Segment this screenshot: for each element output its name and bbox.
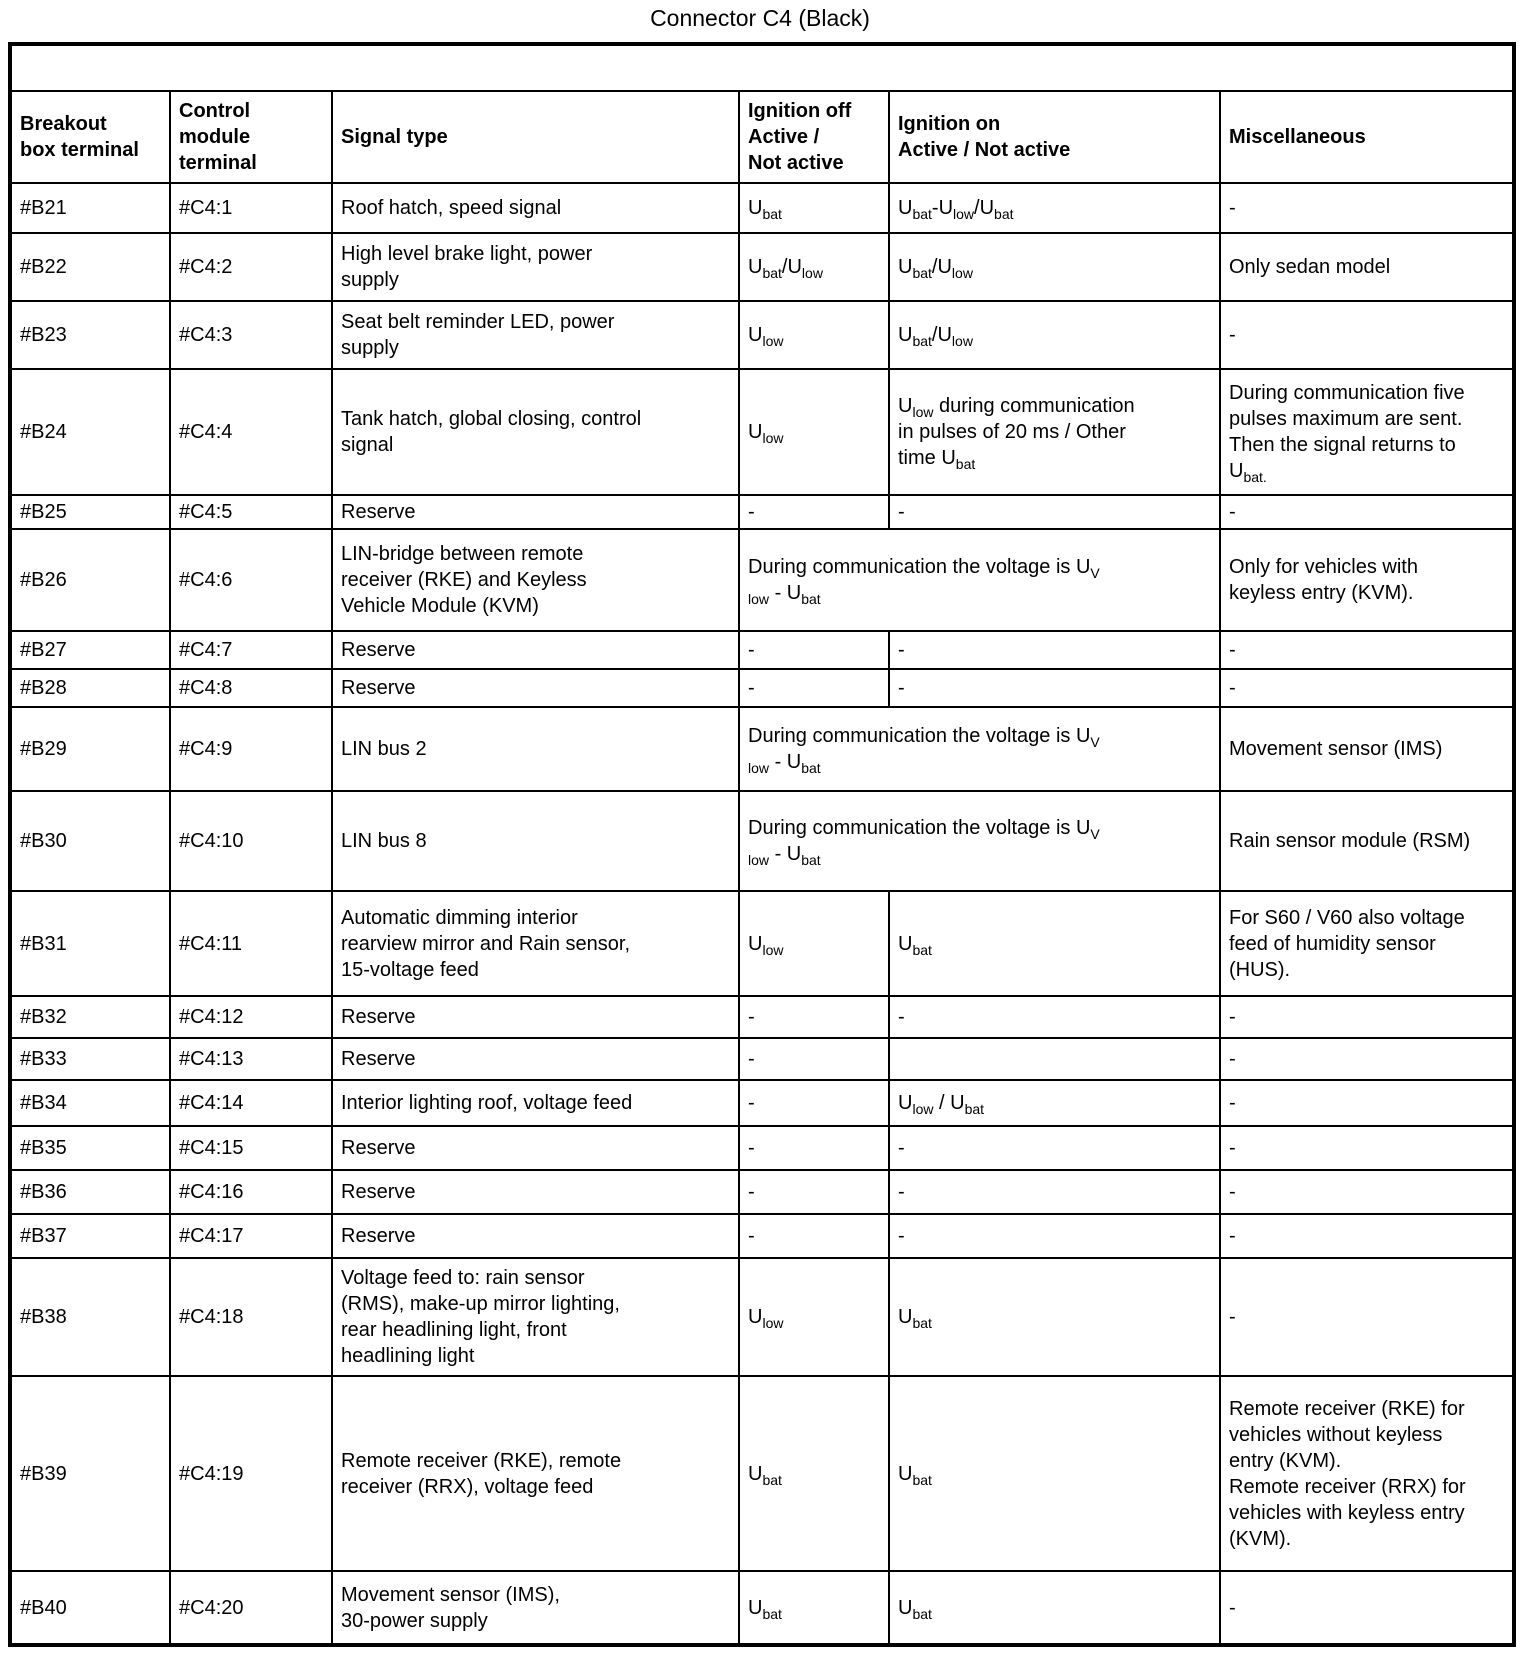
cell-breakout-terminal: #B22 [10, 233, 170, 301]
cell-miscellaneous: - [1220, 301, 1514, 369]
cell-breakout-terminal: #B33 [10, 1038, 170, 1080]
cell-ignition-on: $U_{bat}/U_{low}$ [889, 301, 1220, 369]
table-row [10, 495, 1514, 529]
cell-signal-type: Reserve [332, 996, 739, 1038]
cell-ignition-off: - [739, 1170, 889, 1214]
cell-module-terminal: #C4:3 [170, 301, 332, 369]
cell-miscellaneous: - [1220, 1170, 1514, 1214]
cell-miscellaneous: For S60 / V60 also voltage feed of humidity sensor (HUS). [1220, 891, 1514, 996]
cell-signal-type: Seat belt reminder LED, power supply [332, 301, 739, 369]
cell-ignition-on: $U_{bat}/U_{low}$ [889, 233, 1220, 301]
cell-ignition-on: - [889, 1170, 1220, 1214]
cell-ignition-off: $U_{bat}$ [739, 1376, 889, 1571]
cell-module-terminal: #C4:5 [170, 495, 332, 529]
cell-miscellaneous: Movement sensor (IMS) [1220, 707, 1514, 791]
cell-breakout-terminal: #B25 [10, 495, 170, 529]
cell-breakout-terminal: #B38 [10, 1258, 170, 1376]
cell-signal-type: Reserve [332, 495, 739, 529]
cell-miscellaneous: - [1220, 1214, 1514, 1258]
cell-ignition-on: $U_{bat}-U_{low}/U_{bat}$ [889, 183, 1220, 233]
cell-signal-type: Voltage feed to: rain sensor (RMS), make-up mirror lighting, rear headlining light, front headlining light [332, 1258, 739, 1376]
header-row [10, 91, 1514, 183]
column-header-control-module-terminal: Control module terminal [170, 91, 332, 183]
cell-breakout-terminal: #B34 [10, 1080, 170, 1126]
cell-miscellaneous: - [1220, 183, 1514, 233]
cell-ignition-off: - [739, 669, 889, 707]
cell-module-terminal: #C4:20 [170, 1571, 332, 1645]
column-header-ignition-off: Ignition off Active / Not active [739, 91, 889, 183]
cell-miscellaneous: Remote receiver (RKE) for vehicles without keyless entry (KVM). Remote receiver (RRX) for vehicles with keyless entry (KVM). [1220, 1376, 1514, 1571]
cell-miscellaneous: - [1220, 669, 1514, 707]
table-row [10, 996, 1514, 1038]
cell-ignition-on: $U_{bat}$ [889, 1376, 1220, 1571]
cell-signal-type: Movement sensor (IMS), 30-power supply [332, 1571, 739, 1645]
cell-ignition-merged: During communication the voltage is $U_V$ $_{low} - U_{bat}$ [739, 707, 1220, 791]
cell-breakout-terminal: #B36 [10, 1170, 170, 1214]
cell-module-terminal: #C4:9 [170, 707, 332, 791]
cell-ignition-on: - [889, 495, 1220, 529]
cell-signal-type: Reserve [332, 1170, 739, 1214]
table-row [10, 669, 1514, 707]
cell-miscellaneous: - [1220, 1126, 1514, 1170]
column-header-miscellaneous: Miscellaneous [1220, 91, 1514, 183]
cell-signal-type: Remote receiver (RKE), remote receiver (RRX), voltage feed [332, 1376, 739, 1571]
cell-signal-type: Reserve [332, 1126, 739, 1170]
cell-breakout-terminal: #B27 [10, 631, 170, 669]
cell-module-terminal: #C4:2 [170, 233, 332, 301]
cell-signal-type: Reserve [332, 669, 739, 707]
cell-signal-type: LIN bus 2 [332, 707, 739, 791]
cell-miscellaneous: Only for vehicles with keyless entry (KVM). [1220, 529, 1514, 631]
cell-ignition-off: - [739, 1080, 889, 1126]
cell-signal-type: Roof hatch, speed signal [332, 183, 739, 233]
table-row [10, 631, 1514, 669]
column-header-breakout-box-terminal: Breakout box terminal [10, 91, 170, 183]
cell-module-terminal: #C4:13 [170, 1038, 332, 1080]
cell-module-terminal: #C4:1 [170, 183, 332, 233]
cell-miscellaneous: Rain sensor module (RSM) [1220, 791, 1514, 891]
table-row [10, 233, 1514, 301]
cell-ignition-on: $U_{low} / U_{bat}$ [889, 1080, 1220, 1126]
table-row [10, 1080, 1514, 1126]
cell-ignition-on: $U_{low}$ during communication in pulses of 20 ms / Other time $U_{bat}$ [889, 369, 1220, 495]
table-row [10, 1214, 1514, 1258]
cell-breakout-terminal: #B40 [10, 1571, 170, 1645]
cell-ignition-on: - [889, 669, 1220, 707]
table-row [10, 1258, 1514, 1376]
cell-breakout-terminal: #B23 [10, 301, 170, 369]
table-row [10, 529, 1514, 631]
column-header-ignition-on: Ignition on Active / Not active [889, 91, 1220, 183]
cell-ignition-off: - [739, 1126, 889, 1170]
cell-ignition-on: $U_{bat}$ [889, 1258, 1220, 1376]
cell-module-terminal: #C4:11 [170, 891, 332, 996]
table-row [10, 183, 1514, 233]
cell-miscellaneous: During communication five pulses maximum are sent. Then the signal returns to $U_{bat.}$ [1220, 369, 1514, 495]
cell-ignition-on: $U_{bat}$ [889, 1571, 1220, 1645]
cell-module-terminal: #C4:4 [170, 369, 332, 495]
cell-signal-type: Interior lighting roof, voltage feed [332, 1080, 739, 1126]
cell-ignition-merged: During communication the voltage is $U_V$ $_{low} - U_{bat}$ [739, 791, 1220, 891]
cell-ignition-off: - [739, 1038, 889, 1080]
cell-breakout-terminal: #B35 [10, 1126, 170, 1170]
cell-signal-type: Reserve [332, 1214, 739, 1258]
table-row [10, 707, 1514, 791]
cell-miscellaneous: - [1220, 631, 1514, 669]
cell-ignition-off: $U_{bat}$ [739, 183, 889, 233]
cell-miscellaneous: - [1220, 996, 1514, 1038]
cell-module-terminal: #C4:14 [170, 1080, 332, 1126]
cell-breakout-terminal: #B37 [10, 1214, 170, 1258]
cell-breakout-terminal: #B31 [10, 891, 170, 996]
table-row [10, 791, 1514, 891]
spacer-cell [10, 44, 1514, 91]
cell-breakout-terminal: #B29 [10, 707, 170, 791]
cell-ignition-off: - [739, 996, 889, 1038]
cell-breakout-terminal: #B39 [10, 1376, 170, 1571]
cell-ignition-off: - [739, 495, 889, 529]
cell-signal-type: Automatic dimming interior rearview mirror and Rain sensor, 15-voltage feed [332, 891, 739, 996]
cell-ignition-off: $U_{low}$ [739, 1258, 889, 1376]
table-row [10, 369, 1514, 495]
cell-ignition-off: $U_{low}$ [739, 891, 889, 996]
cell-ignition-off: $U_{low}$ [739, 369, 889, 495]
cell-signal-type: Reserve [332, 1038, 739, 1080]
cell-signal-type: LIN-bridge between remote receiver (RKE) and Keyless Vehicle Module (KVM) [332, 529, 739, 631]
cell-ignition-on: - [889, 996, 1220, 1038]
cell-ignition-off: $U_{bat}/U_{low}$ [739, 233, 889, 301]
table-row [10, 1571, 1514, 1645]
cell-ignition-on: - [889, 1126, 1220, 1170]
cell-ignition-on: - [889, 631, 1220, 669]
cell-ignition-on: - [889, 1214, 1220, 1258]
cell-module-terminal: #C4:17 [170, 1214, 332, 1258]
cell-signal-type: Tank hatch, global closing, control signal [332, 369, 739, 495]
cell-ignition-on: $U_{bat}$ [889, 891, 1220, 996]
cell-breakout-terminal: #B32 [10, 996, 170, 1038]
page-title: Connector C4 (Black) [650, 5, 870, 31]
table-row [10, 1170, 1514, 1214]
cell-module-terminal: #C4:16 [170, 1170, 332, 1214]
spacer-row [10, 44, 1514, 91]
cell-signal-type: Reserve [332, 631, 739, 669]
table-row [10, 1126, 1514, 1170]
cell-breakout-terminal: #B30 [10, 791, 170, 891]
cell-miscellaneous: Only sedan model [1220, 233, 1514, 301]
cell-ignition-off: - [739, 1214, 889, 1258]
cell-ignition-on [889, 1038, 1220, 1080]
cell-ignition-off: - [739, 631, 889, 669]
cell-signal-type: LIN bus 8 [332, 791, 739, 891]
cell-breakout-terminal: #B28 [10, 669, 170, 707]
cell-miscellaneous: - [1220, 1080, 1514, 1126]
connector-pinout-table [8, 42, 1516, 1647]
cell-breakout-terminal: #B26 [10, 529, 170, 631]
cell-module-terminal: #C4:19 [170, 1376, 332, 1571]
cell-miscellaneous: - [1220, 1038, 1514, 1080]
cell-ignition-merged: During communication the voltage is $U_V$ $_{low} - U_{bat}$ [739, 529, 1220, 631]
table-row [10, 1038, 1514, 1080]
cell-module-terminal: #C4:7 [170, 631, 332, 669]
table-row [10, 301, 1514, 369]
cell-module-terminal: #C4:10 [170, 791, 332, 891]
cell-miscellaneous: - [1220, 1258, 1514, 1376]
cell-module-terminal: #C4:6 [170, 529, 332, 631]
cell-miscellaneous: - [1220, 1571, 1514, 1645]
cell-ignition-off: $U_{low}$ [739, 301, 889, 369]
cell-module-terminal: #C4:12 [170, 996, 332, 1038]
table-row [10, 891, 1514, 996]
cell-module-terminal: #C4:18 [170, 1258, 332, 1376]
cell-module-terminal: #C4:8 [170, 669, 332, 707]
cell-module-terminal: #C4:15 [170, 1126, 332, 1170]
cell-breakout-terminal: #B24 [10, 369, 170, 495]
table-row [10, 1376, 1514, 1571]
cell-signal-type: High level brake light, power supply [332, 233, 739, 301]
column-header-signal-type: Signal type [332, 91, 739, 183]
cell-miscellaneous: - [1220, 495, 1514, 529]
cell-breakout-terminal: #B21 [10, 183, 170, 233]
cell-ignition-off: $U_{bat}$ [739, 1571, 889, 1645]
